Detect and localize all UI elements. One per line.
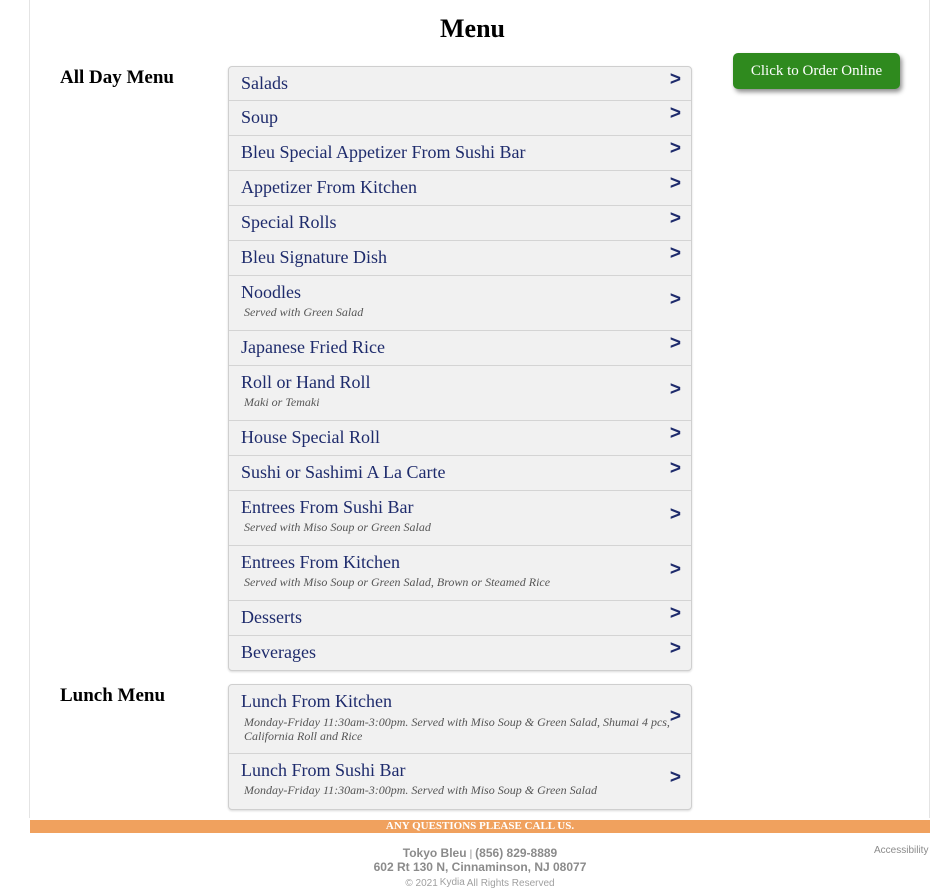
menu-item-label: Entrees From Kitchen	[241, 552, 400, 572]
chevron-right-icon: >	[669, 504, 681, 525]
footer-separator: |	[469, 849, 473, 860]
menu-item-beverages[interactable]	[229, 636, 691, 670]
chevron-right-icon: >	[669, 638, 681, 659]
chevron-right-icon: >	[669, 706, 681, 727]
menu-item-description: Served with Miso Soup or Green Salad	[244, 520, 431, 534]
menu-item-entrees-from-kitchen[interactable]	[229, 546, 691, 601]
chevron-right-icon: >	[669, 379, 681, 400]
rights-text: All Rights Reserved	[466, 878, 555, 889]
menu-item-label: Soup	[241, 107, 279, 127]
chevron-right-icon: >	[669, 208, 681, 229]
menu-item-soup[interactable]	[229, 101, 691, 136]
chevron-right-icon: >	[669, 423, 681, 444]
menu-item-lunch-from-sushi-bar[interactable]	[229, 754, 691, 809]
page-title: Menu	[440, 14, 505, 43]
copyright-year: © 2021	[405, 878, 438, 889]
kydia-link[interactable]: Kydia	[439, 877, 465, 888]
menu-item-description: Served with Green Salad	[244, 305, 364, 319]
menu-item-bleu-signature-dish[interactable]	[229, 241, 691, 276]
menu-item-noodles[interactable]	[229, 276, 691, 331]
menu-item-label: Roll or Hand Roll	[241, 372, 371, 392]
menu-item-salads[interactable]	[229, 67, 691, 101]
menu-item-appetizer-from-kitchen[interactable]	[229, 171, 691, 206]
menu-item-special-rolls[interactable]	[229, 206, 691, 241]
menu-item-label: Japanese Fried Rice	[241, 337, 385, 357]
accessibility-link[interactable]: Accessibility	[874, 845, 929, 856]
phone-link[interactable]: (856) 829-8889	[475, 846, 558, 860]
lunch-menu-heading: Lunch Menu	[60, 685, 166, 706]
menu-item-entrees-from-sushi-bar[interactable]	[229, 491, 691, 546]
menu-item-sushi-or-sashimi-a-la-carte[interactable]	[229, 456, 691, 491]
all-day-menu-heading: All Day Menu	[60, 67, 174, 88]
all-day-menu-list	[228, 66, 692, 671]
chevron-right-icon: >	[669, 289, 681, 310]
menu-item-label: Bleu Special Appetizer From Sushi Bar	[241, 142, 526, 162]
chevron-right-icon: >	[669, 243, 681, 264]
menu-item-label: Desserts	[241, 607, 302, 627]
menu-item-lunch-from-kitchen[interactable]	[229, 685, 691, 754]
menu-item-label: Salads	[241, 73, 288, 93]
chevron-right-icon: >	[669, 333, 681, 354]
menu-item-desserts[interactable]	[229, 601, 691, 636]
menu-item-label: Entrees From Sushi Bar	[241, 497, 414, 517]
chevron-right-icon: >	[669, 767, 681, 788]
restaurant-name: Tokyo Bleu	[402, 846, 467, 860]
lunch-menu-list	[228, 684, 692, 810]
call-us-banner: ANY QUESTIONS PLEASE CALL US.	[30, 820, 930, 833]
chevron-right-icon: >	[669, 69, 681, 90]
chevron-right-icon: >	[669, 138, 681, 159]
menu-item-roll-or-hand-roll[interactable]	[229, 366, 691, 421]
chevron-right-icon: >	[669, 559, 681, 580]
order-online-button[interactable]: Click to Order Online	[733, 53, 900, 89]
chevron-right-icon: >	[669, 603, 681, 624]
menu-item-label: Appetizer From Kitchen	[241, 177, 417, 197]
chevron-right-icon: >	[669, 103, 681, 124]
menu-item-label: Beverages	[241, 642, 316, 662]
chevron-right-icon: >	[669, 458, 681, 479]
menu-item-label: Lunch From Sushi Bar	[241, 760, 406, 780]
menu-item-label: Noodles	[241, 282, 301, 302]
menu-item-label: Lunch From Kitchen	[241, 691, 392, 711]
menu-item-house-special-roll[interactable]	[229, 421, 691, 456]
menu-item-description: Monday-Friday 11:30am-3:00pm. Served with Miso Soup & Green Salad	[244, 783, 597, 797]
footer-copyright	[0, 876, 945, 891]
menu-item-label: House Special Roll	[241, 427, 380, 447]
menu-item-description: Maki or Temaki	[244, 395, 320, 409]
chevron-right-icon: >	[669, 173, 681, 194]
menu-item-label: Bleu Signature Dish	[241, 247, 387, 267]
menu-item-japanese-fried-rice[interactable]	[229, 331, 691, 366]
menu-item-bleu-special-appetizer-from-sushi-bar[interactable]	[229, 136, 691, 171]
footer-address: 602 Rt 130 N, Cinnaminson, NJ 08077	[373, 860, 587, 874]
menu-item-label: Special Rolls	[241, 212, 337, 232]
menu-item-description: Monday-Friday 11:30am-3:00pm. Served with Miso Soup & Green Salad, Shumai 4 pcs, California Roll and Rice	[244, 715, 670, 743]
menu-item-description: Served with Miso Soup or Green Salad, Brown or Steamed Rice	[244, 575, 551, 589]
menu-item-label: Sushi or Sashimi A La Carte	[241, 462, 446, 482]
